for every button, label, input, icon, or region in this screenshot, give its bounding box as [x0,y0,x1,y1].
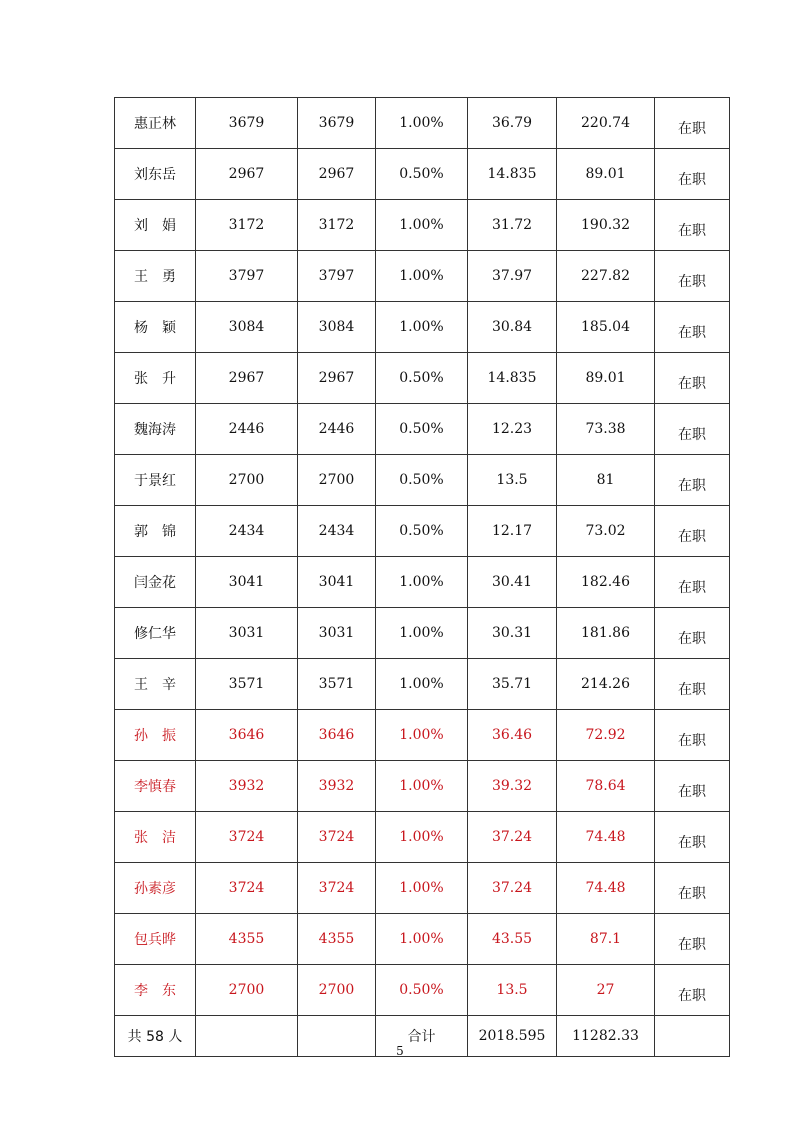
total-cell: 74.48 [557,863,655,914]
total-cell: 220.74 [557,98,655,149]
contribution-base-cell: 2967 [298,149,376,200]
name-cell: 杨 颖 [115,302,196,353]
status-cell: 在职 [655,608,730,659]
base-salary-cell: 3172 [196,200,298,251]
contribution-base-cell: 3084 [298,302,376,353]
base-salary-cell: 2434 [196,506,298,557]
base-salary-cell: 3724 [196,812,298,863]
amount-cell: 35.71 [468,659,557,710]
table-row [115,965,730,1016]
rate-cell: 0.50% [376,455,468,506]
name-cell: 惠正林 [115,98,196,149]
base-salary-cell: 2967 [196,149,298,200]
amount-cell: 43.55 [468,914,557,965]
rate-cell: 0.50% [376,506,468,557]
contribution-base-cell: 2700 [298,965,376,1016]
contribution-base-cell: 4355 [298,914,376,965]
contribution-base-cell: 3172 [298,200,376,251]
rate-cell: 1.00% [376,761,468,812]
name-cell: 王 辛 [115,659,196,710]
rate-cell: 1.00% [376,200,468,251]
total-cell: 89.01 [557,353,655,404]
status-cell: 在职 [655,98,730,149]
status-cell: 在职 [655,965,730,1016]
personnel-table [114,97,730,1057]
table-row [115,98,730,149]
rate-cell: 0.50% [376,404,468,455]
amount-cell: 37.24 [468,863,557,914]
base-salary-cell: 3724 [196,863,298,914]
base-salary-cell: 2700 [196,455,298,506]
contribution-base-cell: 3646 [298,710,376,761]
amount-cell: 12.23 [468,404,557,455]
base-salary-cell: 3932 [196,761,298,812]
status-cell: 在职 [655,863,730,914]
name-cell: 于景红 [115,455,196,506]
name-cell: 包兵晔 [115,914,196,965]
contribution-base-cell: 3571 [298,659,376,710]
base-salary-cell: 3084 [196,302,298,353]
status-cell: 在职 [655,200,730,251]
rate-cell: 1.00% [376,812,468,863]
table-row [115,608,730,659]
status-cell: 在职 [655,506,730,557]
name-cell: 郭 锦 [115,506,196,557]
status-cell: 在职 [655,404,730,455]
total-cell: 73.38 [557,404,655,455]
name-cell: 修仁华 [115,608,196,659]
name-cell: 刘 娟 [115,200,196,251]
contribution-base-cell: 2967 [298,353,376,404]
total-cell: 27 [557,965,655,1016]
base-salary-cell: 2967 [196,353,298,404]
rate-cell: 1.00% [376,608,468,659]
table-row [115,812,730,863]
headcount-cell: 共 58 人 [115,1016,196,1057]
table-row [115,302,730,353]
contribution-base-cell: 3724 [298,863,376,914]
base-salary-cell: 3679 [196,98,298,149]
rate-cell: 1.00% [376,710,468,761]
rate-cell: 1.00% [376,914,468,965]
table-row [115,506,730,557]
status-cell: 在职 [655,353,730,404]
base-salary-cell: 3041 [196,557,298,608]
name-cell: 李 东 [115,965,196,1016]
contribution-base-cell: 2446 [298,404,376,455]
name-cell: 孙 振 [115,710,196,761]
table-row [115,200,730,251]
table-row [115,914,730,965]
rate-cell: 1.00% [376,251,468,302]
status-cell: 在职 [655,659,730,710]
amount-cell: 14.835 [468,149,557,200]
contribution-base-cell: 3724 [298,812,376,863]
table-row [115,251,730,302]
name-cell: 张 升 [115,353,196,404]
total-cell: 72.92 [557,710,655,761]
rate-cell: 0.50% [376,353,468,404]
contribution-base-cell: 3679 [298,98,376,149]
rate-cell: 1.00% [376,302,468,353]
name-cell: 刘东岳 [115,149,196,200]
base-salary-cell: 3797 [196,251,298,302]
status-cell: 在职 [655,761,730,812]
amount-cell: 30.31 [468,608,557,659]
total-cell: 78.64 [557,761,655,812]
amount-cell: 13.5 [468,455,557,506]
table-row [115,710,730,761]
name-cell: 魏海涛 [115,404,196,455]
sum-total-cell: 11282.33 [557,1016,655,1057]
status-cell: 在职 [655,149,730,200]
status-cell: 在职 [655,455,730,506]
table-row [115,761,730,812]
total-cell: 89.01 [557,149,655,200]
table-row [115,455,730,506]
total-cell: 87.1 [557,914,655,965]
status-cell: 在职 [655,557,730,608]
name-cell: 王 勇 [115,251,196,302]
amount-cell: 37.24 [468,812,557,863]
name-cell: 孙素彦 [115,863,196,914]
rate-cell: 0.50% [376,965,468,1016]
rate-cell: 1.00% [376,557,468,608]
base-salary-cell: 2446 [196,404,298,455]
contribution-base-cell: 3797 [298,251,376,302]
base-salary-cell: 3031 [196,608,298,659]
table-row [115,149,730,200]
amount-cell: 31.72 [468,200,557,251]
name-cell: 张 洁 [115,812,196,863]
name-cell: 闫金花 [115,557,196,608]
sum-label-cell: 合计 [376,1016,468,1057]
rate-cell: 0.50% [376,149,468,200]
contribution-base-cell: 3932 [298,761,376,812]
amount-cell: 36.46 [468,710,557,761]
sum-amount-cell: 2018.595 [468,1016,557,1057]
table-row [115,404,730,455]
contribution-base-cell: 3041 [298,557,376,608]
amount-cell: 30.84 [468,302,557,353]
status-cell: 在职 [655,302,730,353]
total-cell: 74.48 [557,812,655,863]
contribution-base-cell: 3031 [298,608,376,659]
table-row [115,863,730,914]
rate-cell: 1.00% [376,659,468,710]
table-row [115,659,730,710]
total-cell: 181.86 [557,608,655,659]
total-cell: 227.82 [557,251,655,302]
contribution-base-cell: 2434 [298,506,376,557]
status-cell: 在职 [655,710,730,761]
amount-cell: 39.32 [468,761,557,812]
name-cell: 李慎春 [115,761,196,812]
total-cell: 81 [557,455,655,506]
amount-cell: 14.835 [468,353,557,404]
total-cell: 185.04 [557,302,655,353]
amount-cell: 12.17 [468,506,557,557]
base-salary-cell: 4355 [196,914,298,965]
status-cell: 在职 [655,812,730,863]
total-cell: 190.32 [557,200,655,251]
amount-cell: 13.5 [468,965,557,1016]
total-cell: 182.46 [557,557,655,608]
base-salary-cell: 3571 [196,659,298,710]
amount-cell: 30.41 [468,557,557,608]
rate-cell: 1.00% [376,863,468,914]
total-cell: 214.26 [557,659,655,710]
status-cell: 在职 [655,251,730,302]
base-salary-cell: 2700 [196,965,298,1016]
page-number: 5 [396,1044,404,1058]
amount-cell: 37.97 [468,251,557,302]
rate-cell: 1.00% [376,98,468,149]
total-cell: 73.02 [557,506,655,557]
base-salary-cell: 3646 [196,710,298,761]
contribution-base-cell: 2700 [298,455,376,506]
status-cell: 在职 [655,914,730,965]
table-row [115,353,730,404]
amount-cell: 36.79 [468,98,557,149]
table-row [115,557,730,608]
